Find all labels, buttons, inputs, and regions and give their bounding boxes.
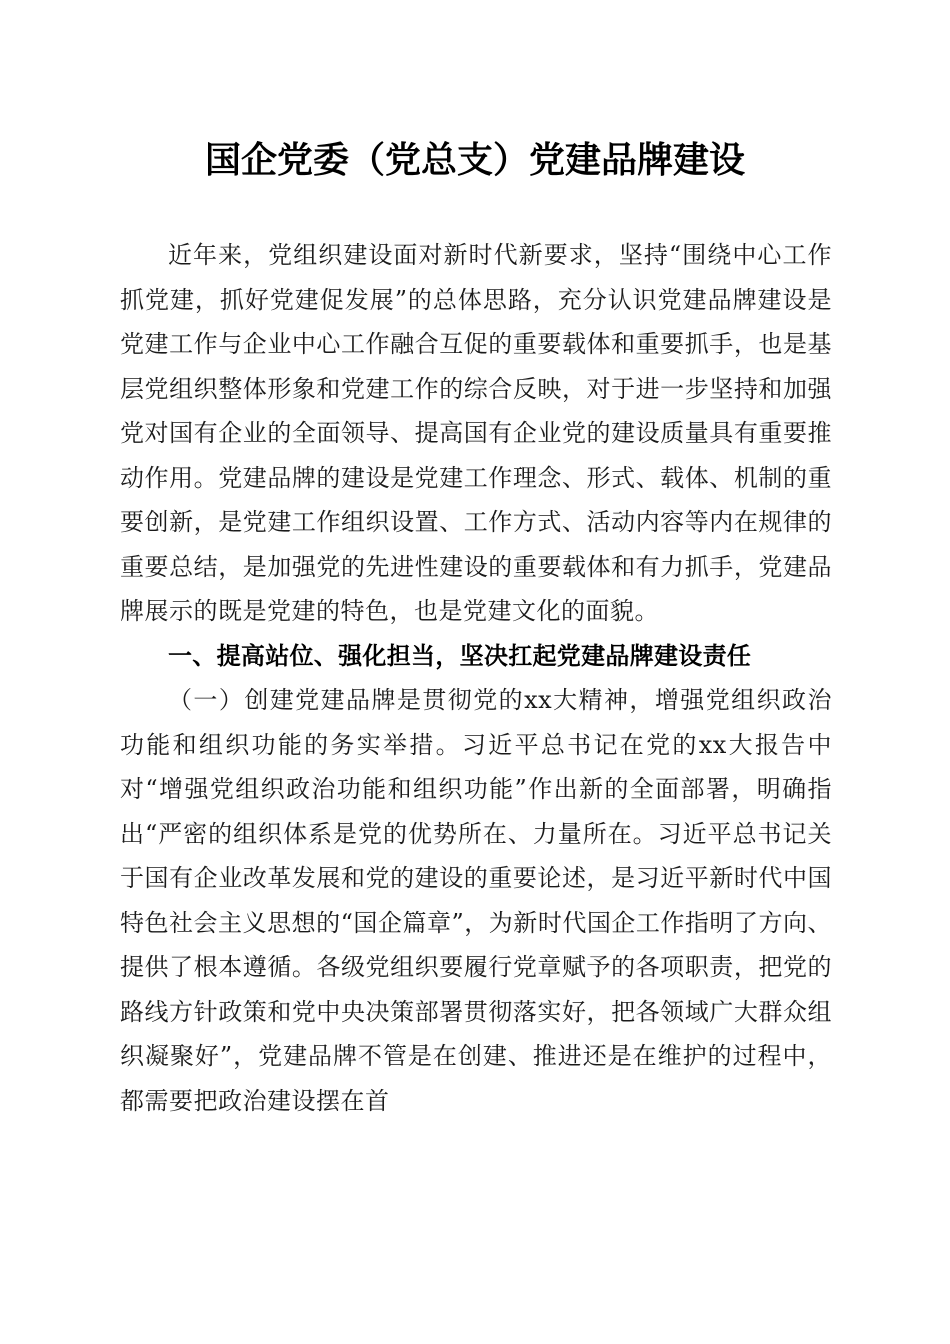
subsection-paragraph (120, 678, 832, 1123)
section-heading: 一、提高站位、强化担当，坚决扛起党建品牌建设责任 (168, 641, 752, 670)
document-body (120, 233, 832, 1123)
subsection-label: （一） (168, 686, 245, 714)
intro-paragraph: 近年来，党组织建设面对新时代新要求，坚持“围绕中心工作抓党建，抓好党建促发展”的总体思路，充分认识党建品牌建设是党建工作与企业中心工作融合互促的重要载体和重要抓手，也是基层党组织整体形象和党建工作的综合反映，对于进一步坚持和加强党对国有企业的全面领导、提高国有企业党的建设质量具有重要推动作用。党建品牌的建设是党建工作理念、形式、载体、机制的重要创新，是党建工作组织设置、工作方式、活动内容等内在规律的重要总结，是加强党的先进性建设的重要载体和有力抓手，党建品牌展示的既是党建的特色，也是党建文化的面貌。 (120, 241, 832, 625)
subsection-text: 创建党建品牌是贯彻党的xx大精神，增强党组织政治功能和组织功能的务实举措。习近平总书记在党的xx大报告中对“增强党组织政治功能和组织功能”作出新的全面部署，明确指出“严密的组织体系是党的优势所在、力量所在。习近平总书记关于国有企业改革发展和党的建设的重要论述，是习近平新时代中国特色社会主义思想的“国企篇章”，为新时代国企工作指明了方向、提供了根本遵循。各级党组织要履行党章赋予的各项职责，把党的路线方针政策和党中央决策部署贯彻落实好，把各领域广大群众组织凝聚好”，党建品牌不管是在创建、推进还是在维护的过程中，都需要把政治建设摆在首 (120, 686, 832, 1115)
document-title: 国企党委（党总支）党建品牌建设 (204, 139, 745, 181)
